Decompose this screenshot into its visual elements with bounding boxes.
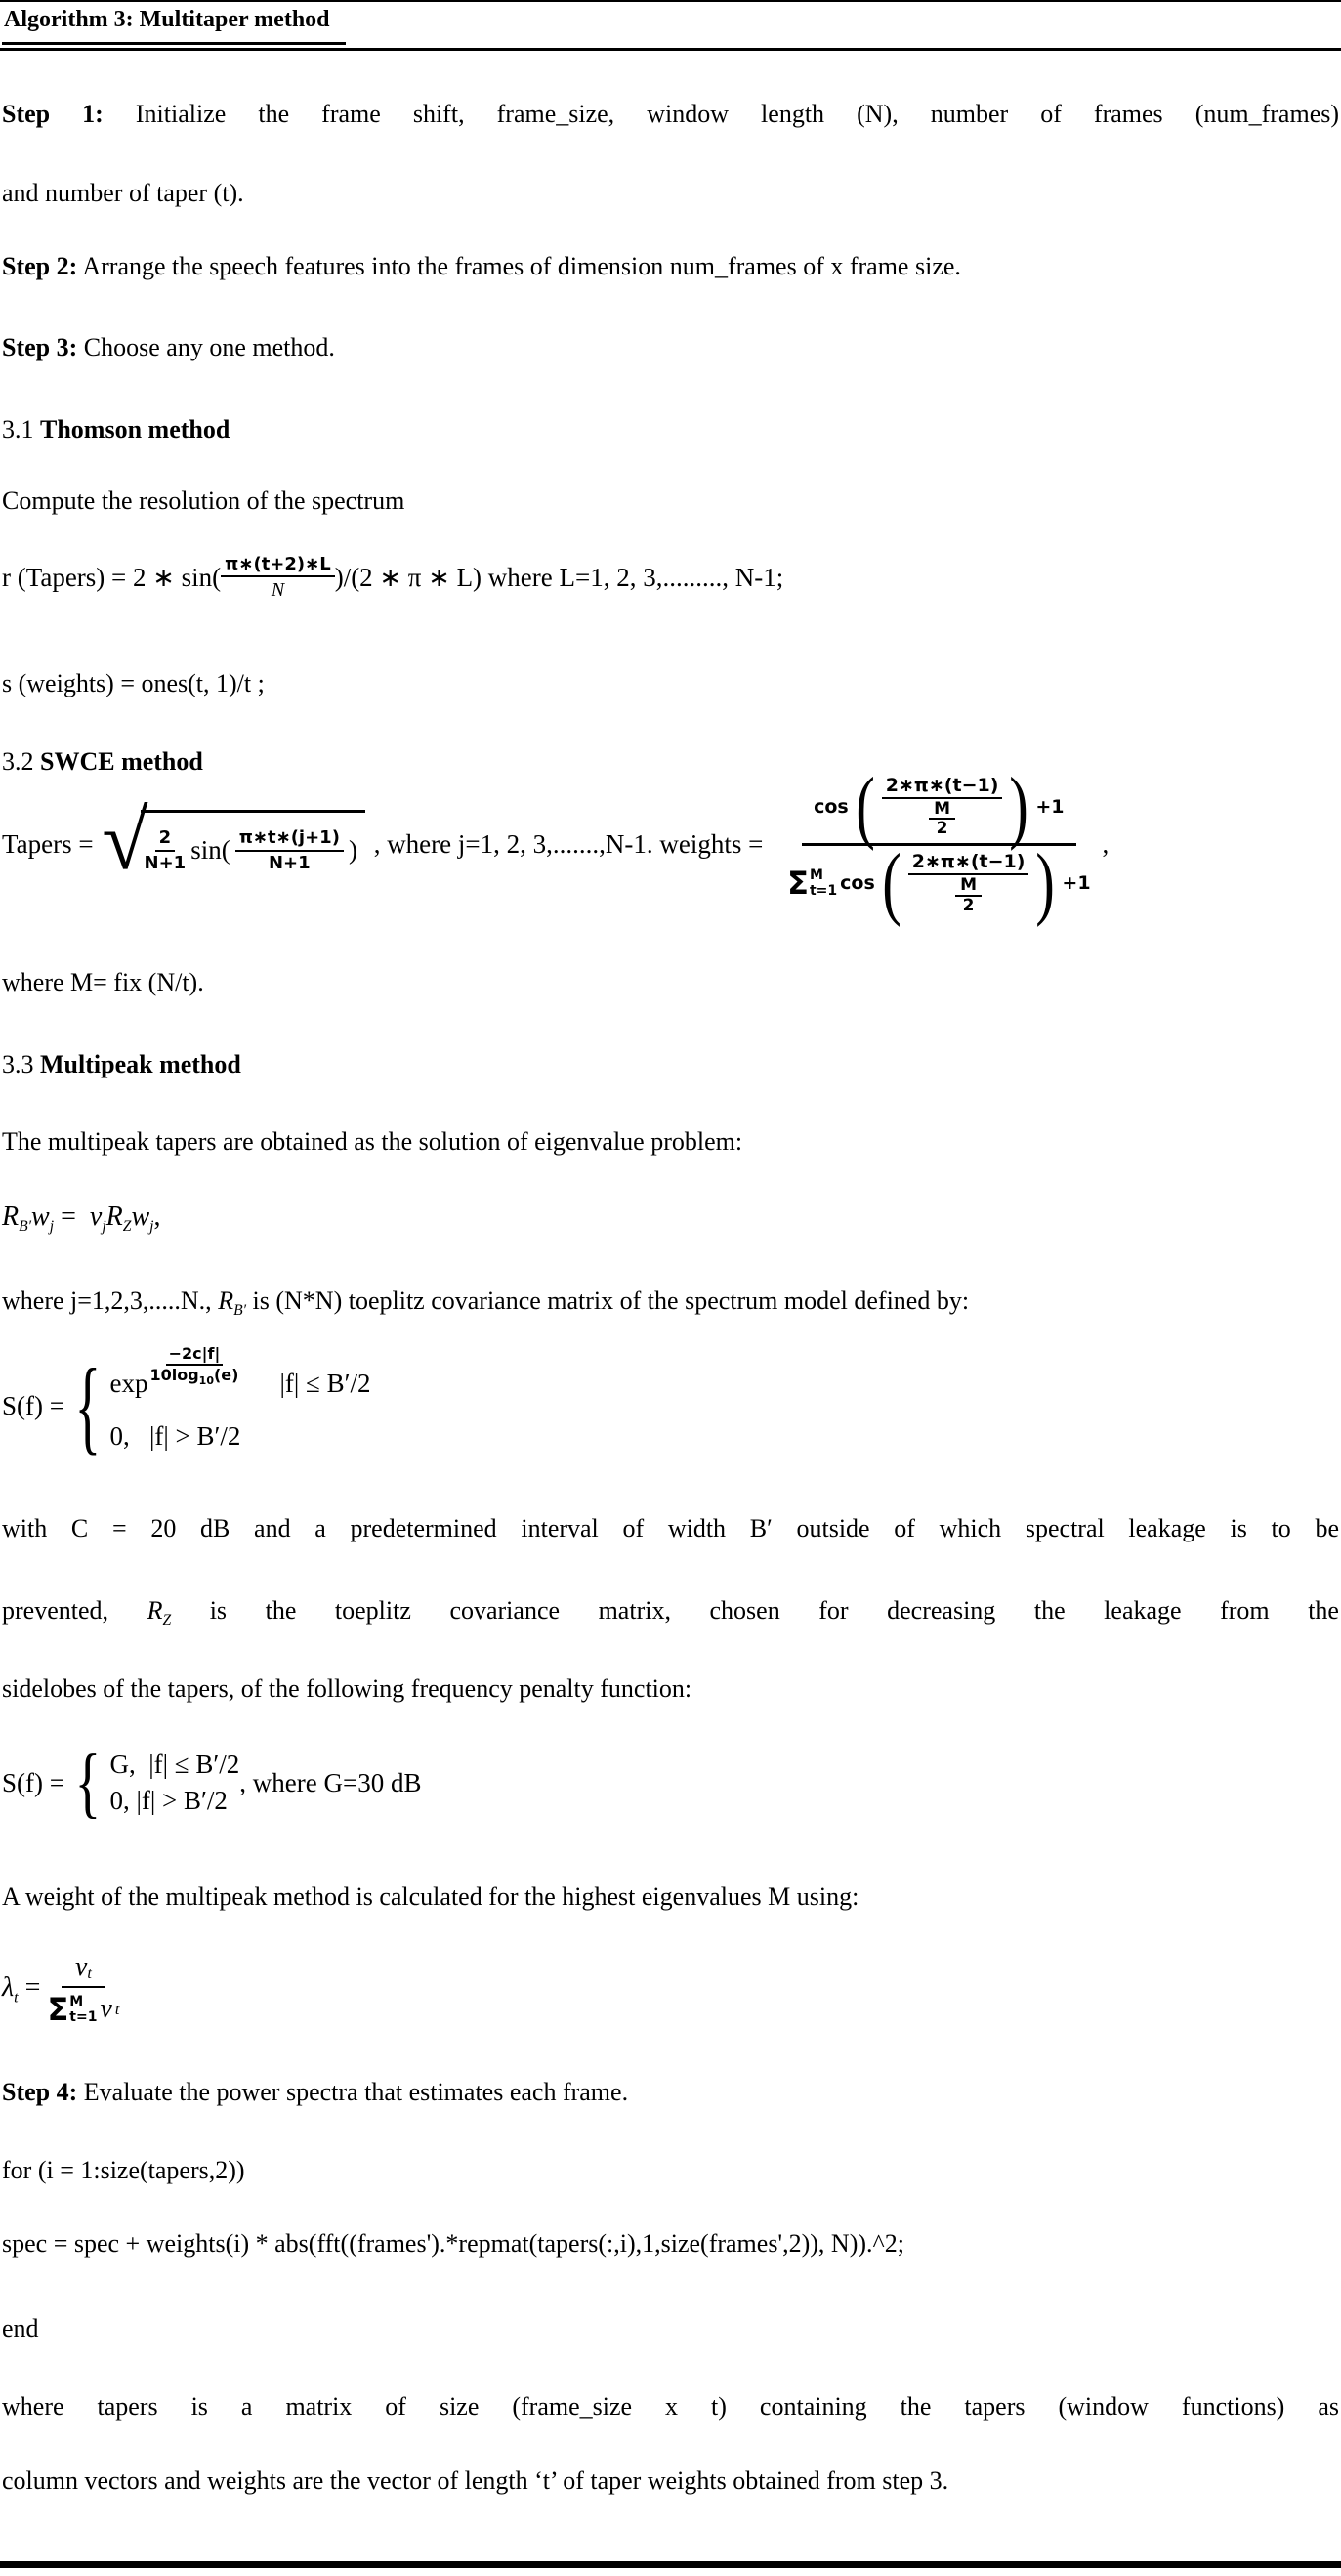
sidelobes-line: [2, 1673, 1339, 1706]
numerator-v-sub: t: [87, 1964, 92, 1982]
log-base: 10: [198, 1374, 214, 1388]
lambda-denominator: [47, 1988, 119, 2028]
step1-text: Initialize the frame shift, frame_size, window length (N), number of frames (num_frames): [103, 100, 1340, 128]
summation-upper-limit: M: [69, 1993, 84, 2009]
eigenvalue-equation: [2, 1200, 1339, 1237]
prevented-pre: prevented,: [2, 1596, 147, 1625]
spec-assignment-text: spec = spec + weights(i) * abs(fft((frames').*repmat(tapers(:,i),1,size(frames',2)), N)).^2;: [2, 2229, 904, 2258]
end-line: [2, 2313, 1339, 2345]
eigen-v-sub: j: [102, 1218, 106, 1236]
eigen-w2: w: [131, 1202, 150, 1232]
swce-fraction-1: [145, 826, 187, 874]
where-tapers-line: [2, 2391, 1339, 2424]
swce-lhs: Tapers =: [2, 829, 101, 860]
where-tapers-text: where tapers is a matrix of size (frame_size x t) containing the tapers (window functions) as: [2, 2392, 1339, 2421]
swce-fraction-2-numerator: π∗t∗(j+1): [235, 826, 344, 851]
section-3-1-number: 3.1: [2, 415, 40, 443]
radical-sign: √: [102, 792, 148, 887]
exponent-denominator: [149, 1366, 238, 1388]
eigen-comma: ,: [153, 1202, 161, 1232]
swce-sin-open: sin(: [190, 835, 230, 866]
step4-label: Step 4:: [2, 2078, 78, 2106]
penalty-function-formula: [2, 1739, 1339, 1827]
lambda-lhs: [2, 1972, 47, 2006]
swce-fraction-2: [235, 826, 344, 874]
with-c-text: with C = 20 dB and a predetermined interval of width B′ outside of which spectral leakage is to be: [2, 1514, 1339, 1542]
log-prefix: 10log: [149, 1366, 199, 1384]
thomson-tapers-formula: [2, 553, 1339, 603]
multipeak-intro-line: [2, 1126, 1339, 1159]
eigen-w1: w: [31, 1202, 50, 1232]
eigen-R2: R: [105, 1202, 123, 1232]
algorithm-title-row: [2, 4, 1339, 45]
step4-text: Evaluate the power spectra that estimates each frame.: [77, 2078, 629, 2106]
eigen-R2-sub: Z: [122, 1218, 132, 1236]
prevented-R: R: [147, 1596, 163, 1625]
m-over-2-numerator: M: [929, 800, 955, 821]
top-rule: [0, 0, 1341, 2]
lambda-numerator: [62, 1952, 105, 1988]
thomson-fraction-denominator: N: [271, 579, 285, 602]
a-weight-text: A weight of the multipeak method is calculated for the highest eigenvalues M using:: [2, 1882, 859, 1911]
section-3-3-title: Multipeak method: [40, 1050, 241, 1078]
sf2-lhs: S(f) =: [2, 1767, 71, 1797]
summation: [787, 865, 837, 902]
trailing-comma: ,: [1102, 829, 1110, 860]
thomson-rhs: )/(2 ∗ π ∗ L) where L=1, 2, 3,........., N-1;: [334, 563, 784, 593]
where-m-text: where M= fix (N/t).: [2, 968, 204, 996]
spectrum-model-formula: [2, 1344, 1339, 1465]
sf2-case-1: G, |f| ≤ B′/2: [109, 1750, 240, 1779]
prevented-line: [2, 1595, 1339, 1630]
step3-label: Step 3:: [2, 333, 78, 361]
denominator-v-sub: t: [114, 2000, 120, 2018]
a-weight-line: [2, 1881, 1339, 1914]
left-brace: {: [74, 1348, 101, 1465]
inner-fraction-numerator: 2∗π∗(t−1): [908, 851, 1029, 875]
thomson-fraction-numerator: π∗(t+2)∗L: [221, 553, 335, 577]
lambda-fraction: [47, 1952, 119, 2028]
numerator-v: v: [74, 1952, 88, 1982]
section-3-1-title: Thomson method: [40, 415, 230, 443]
lambda-weight-formula: [2, 1952, 1339, 2028]
sf1-case-2: 0, |f| > B′/2: [109, 1420, 241, 1451]
step2-label: Step 2:: [2, 252, 78, 280]
log-argument: (e): [213, 1366, 239, 1384]
column-vectors-text: column vectors and weights are the vector of length ‘t’ of taper weights obtained from step 3.: [2, 2467, 949, 2495]
inner-fraction-denominator: [929, 800, 955, 838]
plus-one: +1: [1062, 871, 1091, 894]
eigen-w2-sub: j: [149, 1218, 154, 1236]
exp-exponent-fraction: [149, 1344, 238, 1388]
sigma-symbol: Σ: [47, 1991, 69, 2028]
compute-resolution-line: [2, 486, 1339, 518]
swce-fraction-1-denominator: N+1: [144, 852, 187, 873]
numerator-inner-fraction: [882, 775, 1003, 838]
eigen-R1: R: [2, 1202, 20, 1232]
sf1-cases: [109, 1344, 371, 1452]
thomson-weights-line: [2, 668, 1339, 700]
prevented-R-sub: Z: [162, 1612, 172, 1629]
bottom-rule: [0, 2561, 1341, 2568]
where-j-pre: where j=1,2,3,.....N.,: [2, 1287, 219, 1315]
step3-text: Choose any one method.: [77, 333, 335, 361]
lambda-symbol: λ: [2, 1972, 15, 2004]
swce-fraction-2-denominator: N+1: [268, 852, 311, 873]
denominator-v: v: [100, 1994, 112, 2024]
step4-line: [2, 2077, 1339, 2109]
sf2-cases: [109, 1750, 239, 1816]
cos-label: cos: [814, 795, 849, 818]
summation-limits: [69, 1994, 97, 2025]
sigma-symbol: Σ: [787, 864, 809, 902]
sf2-case-2: 0, |f| > B′/2: [109, 1786, 228, 1815]
step3-line: [2, 332, 1339, 364]
swce-fraction-1-numerator: 2: [155, 826, 176, 851]
spec-assignment-line: [2, 2228, 1339, 2260]
for-loop-text: for (i = 1:size(tapers,2)): [2, 2156, 245, 2184]
summation-lower-limit: t=1: [809, 882, 838, 899]
end-text: end: [2, 2314, 39, 2343]
sf1-case-1: [109, 1344, 371, 1406]
prevented-post: is the toeplitz covariance matrix, chosen for decreasing the leakage from the: [171, 1596, 1339, 1625]
step1-continuation: and number of taper (t).: [2, 179, 244, 207]
lambda-subscript: t: [14, 1988, 19, 2006]
sf1-lhs: S(f) =: [2, 1391, 71, 1421]
multipeak-intro-text: The multipeak tapers are obtained as the solution of eigenvalue problem:: [2, 1127, 743, 1156]
swce-radicand: [141, 810, 365, 880]
section-3-1-heading: [2, 414, 1339, 446]
m-over-2-denominator: 2: [962, 895, 975, 915]
inner-fraction-numerator: 2∗π∗(t−1): [882, 775, 1003, 799]
eigen-equals: =: [54, 1202, 90, 1232]
step1-line2: [2, 178, 1339, 210]
summation: [47, 1991, 97, 2028]
with-c-line: [2, 1513, 1339, 1545]
compute-resolution-text: Compute the resolution of the spectrum: [2, 486, 405, 515]
inner-fraction-denominator: [955, 876, 982, 914]
step2-line: [2, 251, 1339, 283]
m-over-2-numerator: M: [955, 876, 982, 897]
where-j-R-sub: B′: [233, 1302, 247, 1320]
section-3-3-heading: [2, 1049, 1339, 1081]
swce-weights-numerator: cos ( $\frac{2∗\pi∗(t-1)}{\frac{M}{2}}$ ) +1: [802, 770, 1075, 846]
header-rule: [0, 48, 1341, 51]
summation-limits: [810, 867, 837, 899]
step1-line1: [2, 99, 1339, 131]
summation-lower-limit: t=1: [69, 2009, 98, 2025]
left-brace: {: [74, 1739, 101, 1827]
swce-weights-denominator: Σ M t=1 cos ( $\frac{2∗\pi∗(t-1)}{\frac{M}{2}}$ ) +1: [787, 836, 1091, 928]
where-j-R: R: [218, 1287, 234, 1315]
sf1-condition-1: |f| ≤ B′/2: [279, 1368, 371, 1398]
cos-label: cos: [840, 871, 875, 894]
swce-sin-close: ): [348, 835, 357, 866]
denominator-inner-fraction: [908, 851, 1029, 914]
thomson-weights-formula: s (weights) = ones(t, 1)/t ;: [2, 669, 265, 697]
where-j-line: [2, 1286, 1339, 1321]
swce-weights-fraction: [775, 760, 1102, 928]
where-j-post: is (N*N) toeplitz covariance matrix of the spectrum model defined by:: [246, 1287, 970, 1315]
algorithm-title: Algorithm 3: Multitaper method: [2, 5, 346, 45]
section-3-2-title: SWCE method: [40, 747, 203, 776]
sidelobes-text: sidelobes of the tapers, of the following frequency penalty function:: [2, 1674, 692, 1703]
lambda-equals: =: [18, 1972, 48, 2004]
exp-label: exp: [109, 1368, 148, 1398]
section-3-3-number: 3.3: [2, 1050, 40, 1078]
exponent-numerator: −2c|f|: [166, 1344, 224, 1366]
swce-mid-text: , where j=1, 2, 3,.......,N-1. weights =: [366, 829, 771, 860]
summation-upper-limit: M: [809, 866, 823, 883]
m-over-2-denominator: 2: [936, 819, 948, 839]
section-3-2-number: 3.2: [2, 747, 40, 776]
thomson-fraction: [221, 553, 335, 603]
for-loop-line: [2, 2155, 1339, 2187]
thomson-lhs: r (Tapers) = 2 ∗ sin(: [2, 563, 222, 593]
sf2-tail: , where G=30 dB: [239, 1767, 422, 1797]
where-m-line: [2, 967, 1339, 999]
step2-text: Arrange the speech features into the frames of dimension num_frames of x frame size.: [77, 252, 961, 280]
eigen-v: v: [89, 1202, 103, 1232]
column-vectors-line: [2, 2466, 1339, 2498]
plus-one: +1: [1035, 795, 1065, 818]
eigen-R1-sub: B′: [19, 1218, 32, 1236]
eigen-w1-sub: j: [49, 1218, 55, 1236]
swce-square-root: [102, 792, 365, 887]
step1-label: Step 1:: [2, 100, 104, 128]
